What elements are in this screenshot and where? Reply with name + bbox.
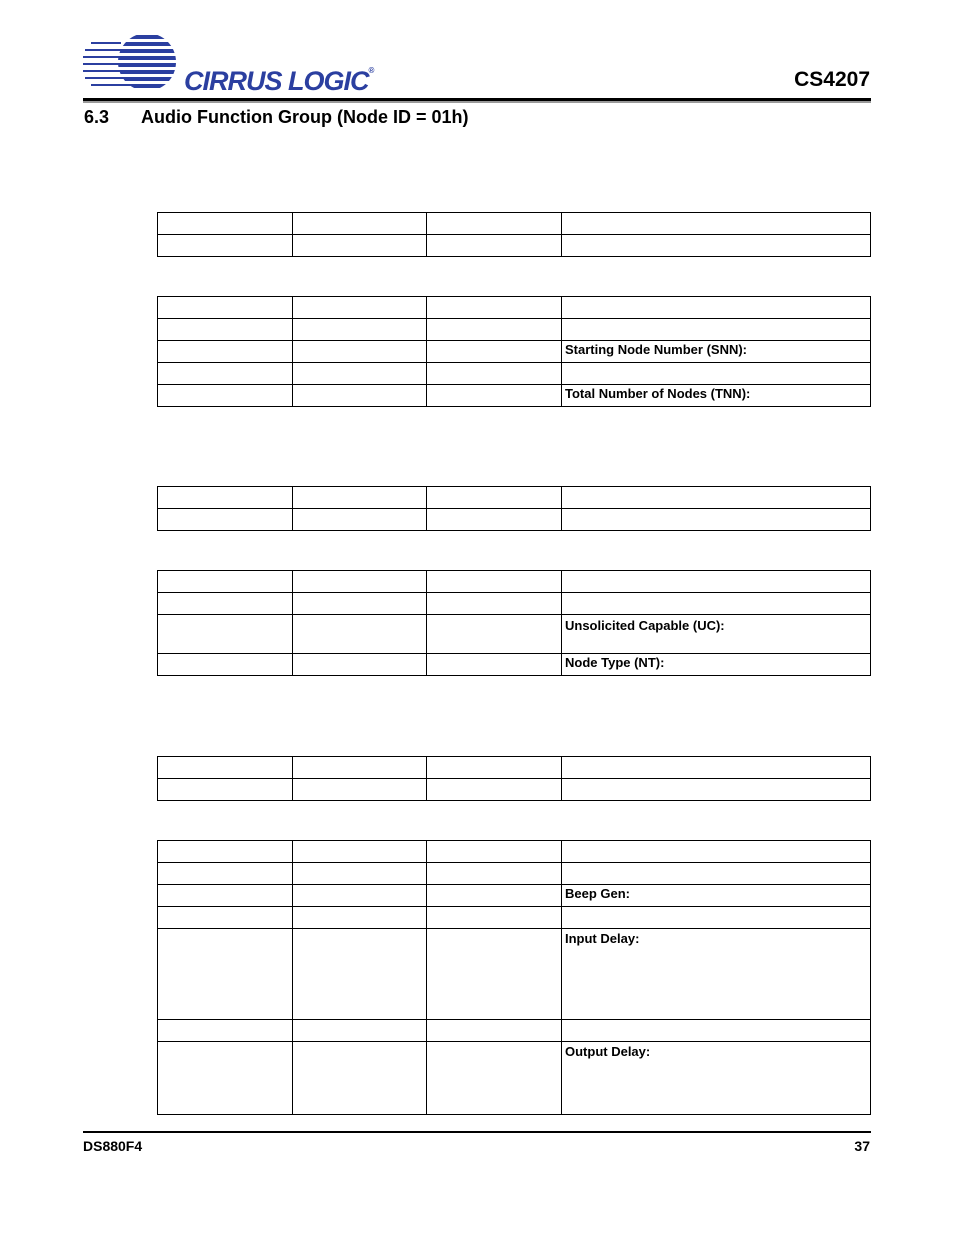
table-cell	[158, 654, 293, 676]
table-cell	[427, 885, 562, 907]
table-cell	[293, 341, 427, 363]
footer-doc-id: DS880F4	[83, 1138, 143, 1154]
table-row	[158, 863, 871, 885]
table-row	[158, 319, 871, 341]
table-cell	[562, 509, 871, 531]
table-cell	[158, 487, 293, 509]
table-row	[158, 571, 871, 593]
table-cell	[158, 907, 293, 929]
table-cell	[427, 319, 562, 341]
table-cell	[158, 593, 293, 615]
table-cell	[158, 297, 293, 319]
table-cell	[293, 385, 427, 407]
table-cell	[293, 1020, 427, 1042]
table-cell	[293, 235, 427, 257]
field-label-snn: Starting Node Number (SNN):	[562, 341, 871, 363]
field-label-input-delay: Input Delay:	[562, 929, 871, 1020]
table-cell	[427, 235, 562, 257]
table-row	[158, 213, 871, 235]
field-label-tnn: Total Number of Nodes (TNN):	[562, 385, 871, 407]
table-cell	[562, 841, 871, 863]
table-row	[158, 593, 871, 615]
table-cell	[158, 757, 293, 779]
table-cell	[427, 487, 562, 509]
table-cell	[293, 593, 427, 615]
section-number: 6.3	[84, 107, 110, 127]
table-cell	[158, 363, 293, 385]
field-label-uc: Unsolicited Capable (UC):	[562, 615, 871, 654]
section-heading	[84, 107, 468, 128]
table-cell	[427, 863, 562, 885]
table-cell	[562, 235, 871, 257]
table-row	[158, 885, 871, 907]
table-cell	[293, 885, 427, 907]
table-cell	[427, 615, 562, 654]
register-table-1	[157, 212, 871, 257]
footer-rule	[83, 1131, 871, 1133]
table-cell	[427, 929, 562, 1020]
table-row	[158, 907, 871, 929]
table-cell	[562, 319, 871, 341]
register-table-2	[157, 296, 871, 407]
table-cell	[427, 363, 562, 385]
section-title: Audio Function Group (Node ID = 01h)	[141, 107, 469, 127]
header-rule-shadow	[83, 101, 871, 103]
table-cell	[293, 319, 427, 341]
register-table-6	[157, 840, 871, 1115]
table-row	[158, 385, 871, 407]
table-row	[158, 297, 871, 319]
table-row	[158, 841, 871, 863]
document-title: CS4207	[794, 68, 870, 91]
table-cell	[427, 1020, 562, 1042]
table-cell	[158, 841, 293, 863]
table-cell	[427, 841, 562, 863]
register-table-3	[157, 486, 871, 531]
registered-mark: ®	[368, 66, 374, 75]
table-cell	[293, 1042, 427, 1115]
table-cell	[427, 593, 562, 615]
table-row	[158, 341, 871, 363]
table-row	[158, 235, 871, 257]
table-cell	[427, 213, 562, 235]
table-row	[158, 1020, 871, 1042]
table-cell	[293, 487, 427, 509]
table-cell	[293, 757, 427, 779]
logo-wordmark-text: CIRRUS LOGIC	[184, 66, 369, 96]
table-cell	[427, 297, 562, 319]
table-cell	[293, 907, 427, 929]
footer-page-number: 37	[854, 1138, 870, 1154]
table-row	[158, 509, 871, 531]
table-cell	[293, 841, 427, 863]
table-cell	[158, 235, 293, 257]
table-cell	[562, 297, 871, 319]
table-row	[158, 929, 871, 1020]
table-row	[158, 779, 871, 801]
register-table-4	[157, 570, 871, 676]
table-cell	[427, 1042, 562, 1115]
table-cell	[562, 487, 871, 509]
table-cell	[293, 213, 427, 235]
logo-sphere-icon	[83, 33, 193, 95]
table-cell	[158, 1020, 293, 1042]
table-cell	[158, 319, 293, 341]
table-cell	[562, 363, 871, 385]
table-cell	[562, 757, 871, 779]
table-cell	[293, 654, 427, 676]
table-cell	[158, 615, 293, 654]
register-table-5	[157, 756, 871, 801]
table-cell	[158, 863, 293, 885]
logo-wordmark	[184, 66, 373, 97]
table-cell	[293, 929, 427, 1020]
table-cell	[158, 385, 293, 407]
table-cell	[293, 509, 427, 531]
table-cell	[427, 654, 562, 676]
table-cell	[427, 779, 562, 801]
table-row	[158, 615, 871, 654]
table-row	[158, 1042, 871, 1115]
table-cell	[427, 571, 562, 593]
table-cell	[158, 509, 293, 531]
table-cell	[562, 1020, 871, 1042]
table-cell	[562, 213, 871, 235]
table-row	[158, 757, 871, 779]
table-cell	[293, 615, 427, 654]
table-cell	[562, 779, 871, 801]
table-cell	[562, 571, 871, 593]
table-cell	[158, 341, 293, 363]
table-cell	[158, 213, 293, 235]
field-label-nt: Node Type (NT):	[562, 654, 871, 676]
table-cell	[427, 907, 562, 929]
table-cell	[158, 885, 293, 907]
table-row	[158, 487, 871, 509]
table-cell	[158, 779, 293, 801]
table-cell	[562, 863, 871, 885]
field-label-beep-gen: Beep Gen:	[562, 885, 871, 907]
table-cell	[293, 863, 427, 885]
table-cell	[562, 907, 871, 929]
table-cell	[427, 385, 562, 407]
table-cell	[158, 571, 293, 593]
table-cell	[293, 779, 427, 801]
table-cell	[158, 1042, 293, 1115]
table-cell	[293, 571, 427, 593]
table-cell	[427, 341, 562, 363]
table-row	[158, 654, 871, 676]
table-cell	[158, 929, 293, 1020]
table-row	[158, 363, 871, 385]
table-cell	[293, 297, 427, 319]
field-label-output-delay: Output Delay:	[562, 1042, 871, 1115]
table-cell	[427, 509, 562, 531]
table-cell	[427, 757, 562, 779]
table-cell	[293, 363, 427, 385]
table-cell	[562, 593, 871, 615]
